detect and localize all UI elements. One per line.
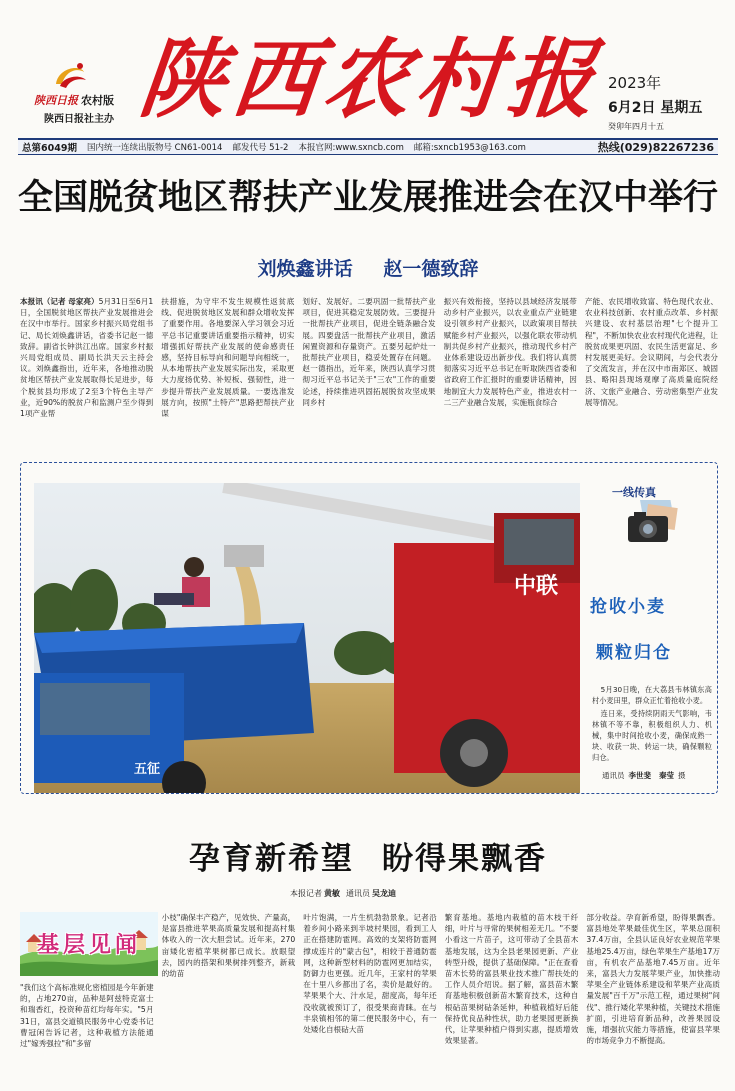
photo-title-2: 颗粒归仓 xyxy=(596,643,672,663)
article1-col1-text: 5月31日至6月1日，全国脱贫地区帮扶产业发展推进会在汉中市举行。国家乡村振兴局党组书记、局长刘焕鑫讲话，省委书记赵一德致辞。副省长钟洪江出席。国家乡村振兴局党组成员、副局长洪天云主持会议。刘焕鑫指出，近年来，各地推动脱贫地区帮扶产业发展取得长足进步，每个脱贫县均形成了2至3个特色主导产业，近90%的脱贫户和监测户至少得到1项产业帮 xyxy=(20,297,154,419)
logo-script: 陕西日报 xyxy=(34,94,78,107)
reporter-name: 黄敏 xyxy=(324,889,340,898)
photo-caption xyxy=(592,684,712,765)
credit-tail: 摄 xyxy=(678,771,686,780)
credit-name-2: 秦莹 xyxy=(659,771,674,780)
truck-label: 五征 xyxy=(134,762,161,777)
sub-headline-a: 刘焕鑫讲话 xyxy=(257,258,353,280)
date-year: 2023年 xyxy=(608,74,662,92)
article2-headline-b: 盼得果飘香 xyxy=(382,841,547,877)
edition-name: 农村版 xyxy=(81,94,114,107)
date-day: 6月2日 星期五 xyxy=(608,100,703,116)
article1-body xyxy=(20,296,718,458)
camera-icon xyxy=(626,500,682,544)
column-badge: 一线传真 xyxy=(612,486,656,499)
photo-caption-1: 5月30日晚，在大荔县韦林镇东高村小麦田里，群众正忙着抢收小麦。 xyxy=(592,685,712,705)
article2-byline xyxy=(290,888,402,899)
article1-byline: 本报讯（记者 母家亮） xyxy=(20,297,99,306)
article2-headline-a: 孕育新希望 xyxy=(189,841,354,877)
article1-column xyxy=(302,296,435,458)
article2-column xyxy=(303,912,437,1088)
postal-code: 邮发代号 51-2 xyxy=(232,143,289,153)
article1-column xyxy=(444,296,577,458)
article2-column xyxy=(20,912,154,1088)
photo-caption-2: 连日来，受持续阴雨天气影响，韦林镇不等不靠，积极组织人力、机械，集中时间抢收小麦，确保成熟一块、收获一块、转运一块，确保颗粒归仓。 xyxy=(592,709,712,762)
edition-logo xyxy=(30,58,130,128)
email-link[interactable]: 邮箱:sxncb1953@163.com xyxy=(413,143,526,153)
article2-headline xyxy=(18,833,718,878)
harvest-photo-illustration xyxy=(34,483,580,793)
sub-headline xyxy=(18,254,718,281)
date-lunar: 癸卯年四月十五 xyxy=(608,122,664,131)
article2-col3-text: 叶片饱满，一片生机勃勃景象。记者沿着乡间小路来到半坡村果园，看到工人正在搭建防雹网。高效的支架将防雹网撑成连片的"蒙古包"，相较于普通防雹网，这种新型材料的防雹网更加结实，防御力也更强。近几年，王家村的苹果在十里八乡都出了名，卖价是最好的。苹果果个大、汁水足，甜度高，每年还没收就被预订了，很受果商青睐。在与丰泉镇相邻的第二便民服务中心，有一处矮化自根砧大苗 xyxy=(303,913,437,1035)
article1-col2-text: 扶措施，为守牢不发生规模性返贫底线、促进脱贫地区发展和群众增收发挥了重要作用。各地要深入学习领会习近平总书记重要讲话重要指示精神，切实增强抓好帮扶产业发展的使命感责任感，坚持目标导向和问题导向相统一，从本地帮扶产业发展实际出发，采取更大力度扬优势、补短板、强韧性，进一步提升帮扶产业发展质量。一要选准发展方向，按照"土特产"思路把帮扶产业谋 xyxy=(161,297,295,419)
byline-label-reporter: 本报记者 xyxy=(290,889,322,898)
harvest-photo xyxy=(34,483,580,793)
hotline: 热线(029)82267236 xyxy=(597,141,714,154)
article2-column xyxy=(162,912,296,1088)
edition-label xyxy=(34,92,114,108)
issue-number: 总第6049期 xyxy=(22,143,77,154)
main-headline: 全国脱贫地区帮扶产业发展推进会在汉中举行 xyxy=(18,178,719,218)
article2-column xyxy=(586,912,720,1088)
credit-label: 通讯员 xyxy=(602,771,625,780)
sub-headline-b: 赵一德致辞 xyxy=(383,258,479,280)
credit-name-1: 李世斐 xyxy=(628,771,651,780)
article1-col4-text: 振兴有效衔接，坚持以县域经济发展带动乡村产业振兴，以农业重点产业链建设引领乡村产业振兴，以政策项目帮扶赋能乡村产业振兴，以强化联农带动机制共促乡村产业振兴，推动现代乡村产业体系建设迈出新步伐。我们将认真贯彻落实习近平总书记在听取陕西省委和省政府工作汇报时的重要讲话精神，因地制宜大力发展特色产业，推进农村一二三产业融合发展，实施瓶食综合 xyxy=(443,297,577,407)
swirl-logo-icon xyxy=(50,58,90,90)
photo-sidebar xyxy=(582,480,718,792)
article1-col3-text: 划好、发展好。二要巩固一批帮扶产业项目，促进其稳定发展防效。三要提升一批帮扶产业项目，促进全链条融合发展。四要盘活一批帮扶产业项目，激活闲置资源和存量资产。五要另起炉灶一批帮扶产业项目，稳妥处置存在问题。赵一德指出，近年来，陕西认真学习贯彻习近平总书记关于"三农"工作的重要论述，持续推进巩固拓展脱贫攻坚成果同乡村 xyxy=(302,297,436,407)
banner-title: 基层见闻 xyxy=(36,933,141,958)
article1-column xyxy=(585,296,718,458)
article1-col5-text: 产能、农民增收致富、特色现代农业、农业科技创新、农村重点改革、乡村振兴建设、农村基层治理"七个提升工程"，不断加快农业农村现代化进程，让脱贫成果更巩固、农民生活更富足、乡村发展更美好。会议期间，与会代表分了交流发言，并在汉中市南郑区、城固县、略阳县现场观摩了高质量庭院经济、文旅产业融合、劳动密集型产业发展等情况。 xyxy=(584,297,719,407)
article1-column xyxy=(161,296,294,458)
article2-body xyxy=(20,912,720,1088)
publisher: 陕西日报社主办 xyxy=(44,114,114,125)
newspaper-title: 陕西农村报 xyxy=(134,29,606,130)
website-link[interactable]: 本报官网:www.sxncb.com xyxy=(298,143,404,153)
photo-credit xyxy=(602,770,686,781)
article1-column xyxy=(20,296,153,458)
info-bar xyxy=(18,138,718,155)
correspondent-name: 吴龙迪 xyxy=(372,889,396,898)
photo-title-1: 抢收小麦 xyxy=(590,597,666,617)
article2-col4-text: 繁育基地。基地内栽植的苗木枝干纤细，叶片与寻常的果树相差无几。"不要小看这一片苗子，这可带动了全县苗木基地发展，这为全县老果园更新、产业转型升级，提供了基础保障。"正在查看苗木长势的富县果业技术推广帮扶处的工作人员介绍说。据了解，富县苗木繁育基地积极创新苗木繁育技术，这种自根砧苗果树砧条延伸，种植栽植好后能保持优良品种性状，助力老果园更新换代，让苹果种植户得到实惠，提质增效效果显著。 xyxy=(444,913,579,1046)
article2-col2-text: 小枝"确保丰产稳产，见效快、产量高，是富县推进苹果高质量发展和提高村集体收入的一次大胆尝试。近年来，270亩矮化密植苹果树都已成长。放眼望去，园内的搭架和果树排列整齐，新栽的幼苗 xyxy=(161,913,296,979)
article2-col1-text: "我们这个高标准规化密植园是今年新建的，占地270亩，品种是阿兹特克富士和瑞香红，投资种苗红均每年实。"5月31日，富县交道镇民服务中心党委书记曹冠闲告诉记者，这种栽植方法能通过"嫁秀强拉"和"多留 xyxy=(20,983,154,1049)
article2-col5-text: 部分收益。孕育新希望，盼得果飘香。富县地处苹果最佳优生区，苹果总面积37.4万亩，全县认证良好农业规范苹果基地25.4万亩，绿色苹果生产基地17万亩，有机农产品基地7.45万亩。近年来，富县大力发展苹果产业，加快推动苹果全产业链体系建设和苹果产业高质量发展"百千万"示范工程，通过果树"间伐"、推行矮化苹果种植，关键技术措施扩面，引进培育新品种，改善果园设施，增强抗灾能力等措施，使富县苹果的市场竞争力不断提高。 xyxy=(586,913,720,1046)
article2-column xyxy=(445,912,579,1088)
harvester-label: 中联 xyxy=(514,574,559,599)
masthead xyxy=(0,0,735,135)
cn-number: 国内统一连续出版物号 CN61-0014 xyxy=(86,143,223,153)
date-block xyxy=(608,72,728,132)
byline-label-correspondent: 通讯员 xyxy=(346,889,370,898)
